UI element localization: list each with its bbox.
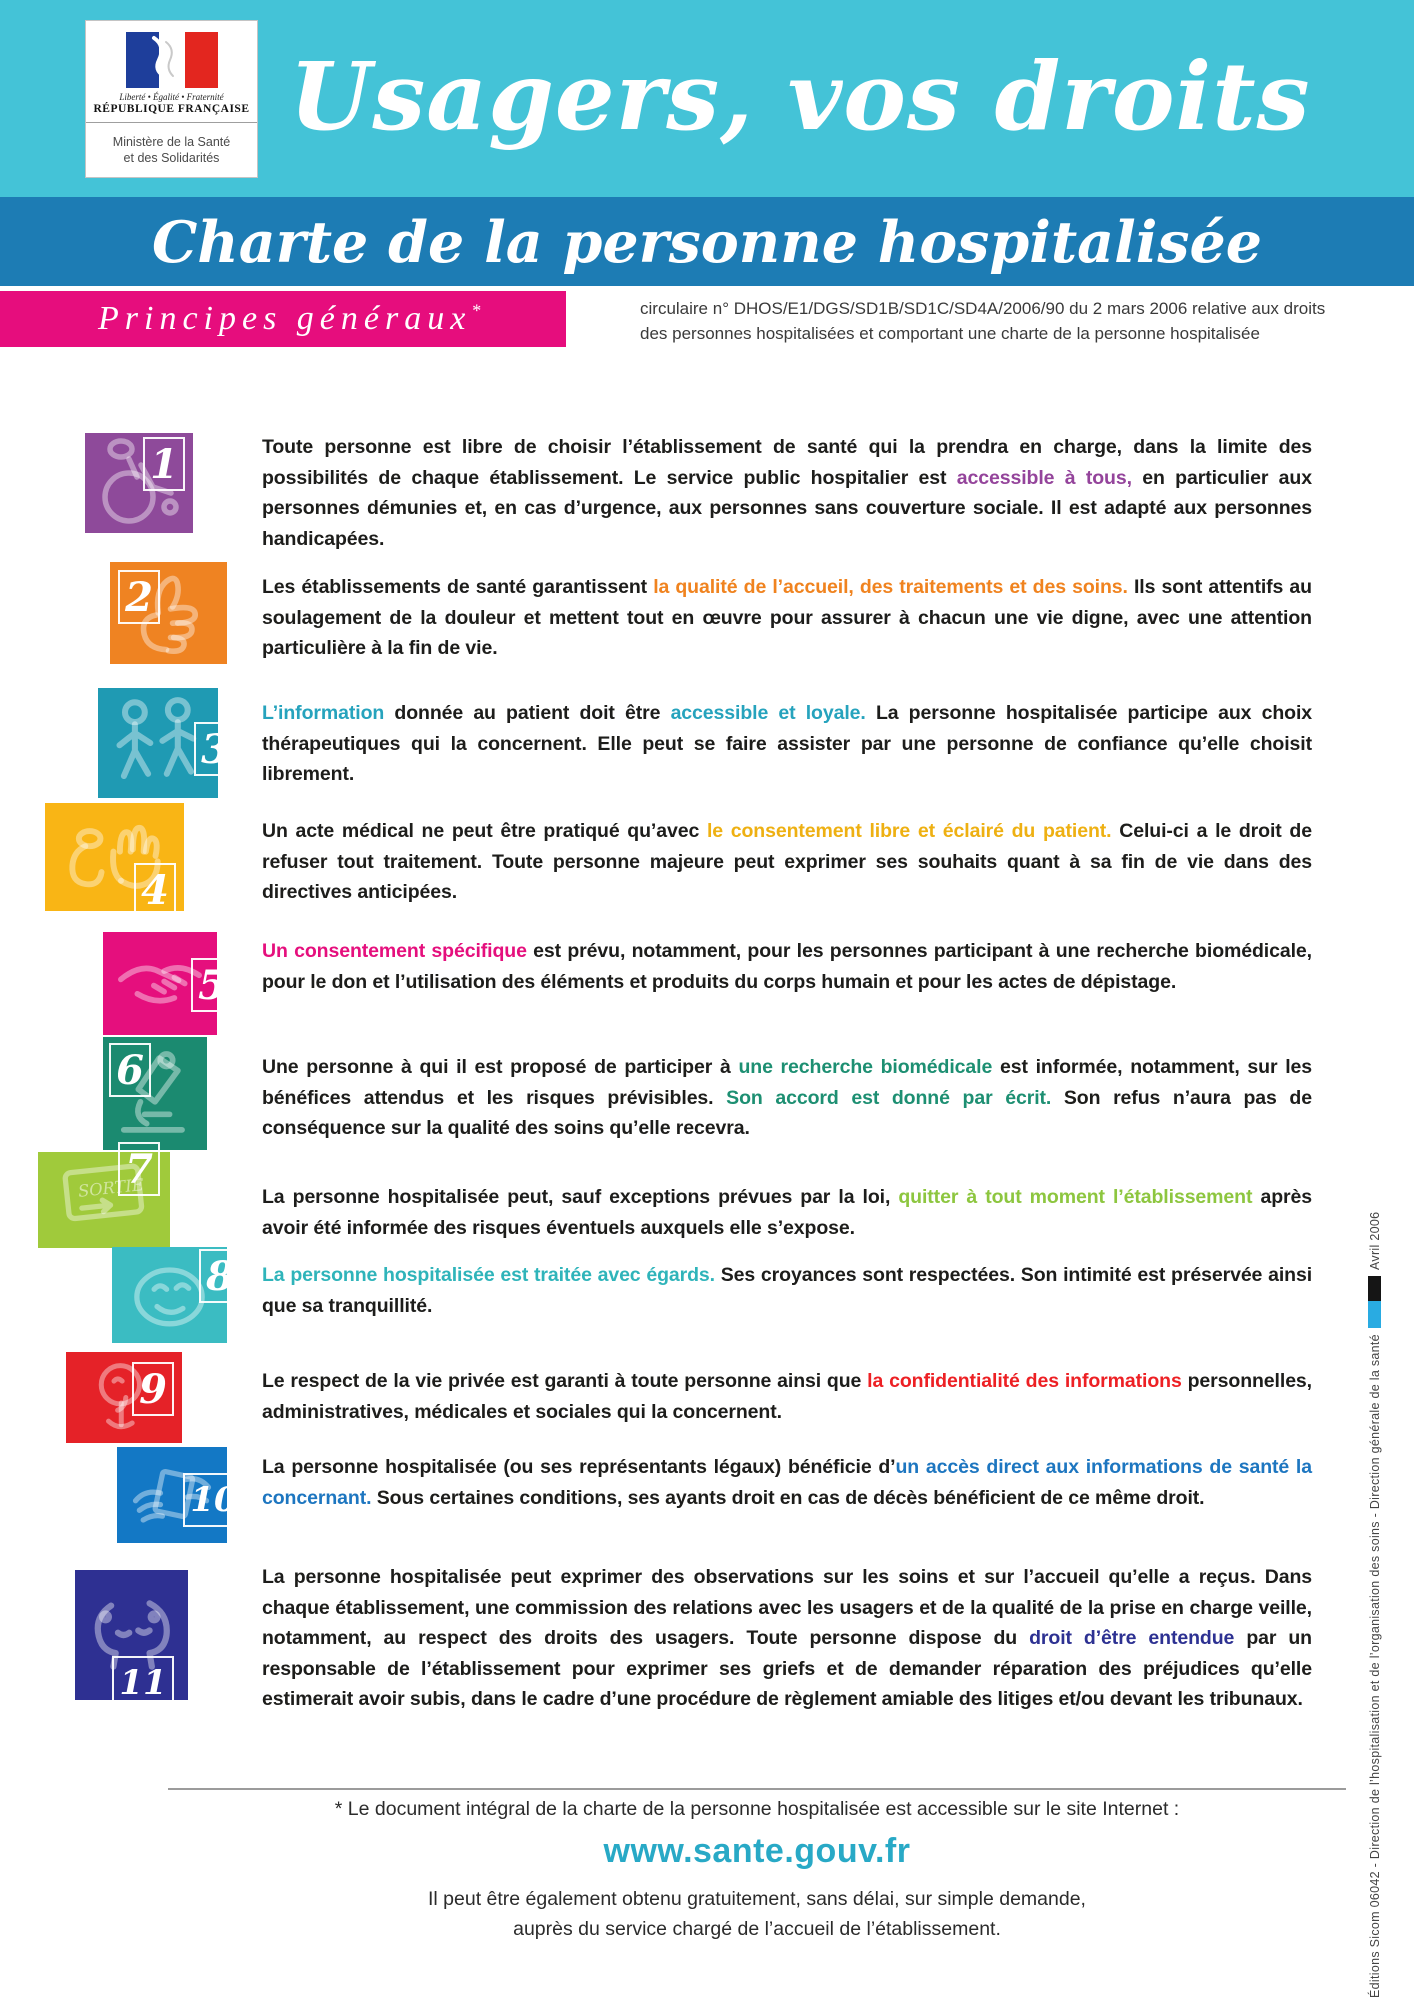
logo-motto: Liberté • Égalité • Fraternité [119, 92, 224, 102]
item-number-2: 2 [118, 570, 160, 624]
circulaire-line2: des personnes hospitalisées et comportant une charte de la personne hospitalisée [640, 324, 1260, 343]
item-6-text [262, 1052, 1312, 1144]
item-number-3: 3 [194, 722, 236, 776]
item-11-icon-square [75, 1570, 188, 1703]
body-text: Un acte médical ne peut être pratiqué qu’avec [262, 820, 707, 842]
french-flag-icon [126, 32, 218, 88]
logo-republic: RÉPUBLIQUE FRANÇAISE [93, 103, 250, 115]
item-4-icon-square [45, 803, 184, 914]
item-number-4: 4 [134, 863, 176, 917]
svg-text:SORTIE: SORTIE [77, 1175, 145, 1201]
body-text: est prévu, notamment, pour les personnes participant à une recherche biomédicale, pour le don et l’utilisation des éléments et produits du corps humain et pour les actes de dépistage. [262, 940, 1312, 993]
body-text: Une personne à qui il est proposé de participer à [262, 1056, 739, 1078]
item-7-icon-square [38, 1145, 170, 1248]
highlight-text: un accès direct aux informations de santé la concernant. [262, 1456, 1312, 1509]
item-7-text [262, 1182, 1312, 1243]
highlight-text: Son accord est donné par écrit. [726, 1086, 1052, 1109]
item-11-text [262, 1562, 1312, 1715]
body-text: est informée, notamment, sur les bénéfices attendus et les risques prévisibles. [262, 1056, 1313, 1109]
item-8-text [262, 1260, 1312, 1321]
highlight-text: le consentement libre et éclairé du patient. [706, 820, 1112, 842]
item-number-7: 7 [118, 1142, 160, 1196]
parimage-logo-icon [1369, 1276, 1382, 1328]
kicker-text: Principes généraux [98, 300, 472, 337]
item-10-text [262, 1452, 1312, 1513]
body-text: Toute personne est libre de choisir l’établissement de santé qui la prendra en charge, dans la limite des possibilités de chaque établissement. Le service public hospitalier est [262, 436, 1312, 489]
body-text: Son refus n’aura pas de conséquence sur la qualité des soins qu’elle recevra. [262, 1086, 1312, 1139]
footer-obtain-line2: auprès du service chargé de l’accueil de l’établissement. [513, 1918, 1001, 1940]
item-number-8: 8 [199, 1249, 241, 1303]
body-text: Ils sont attentifs au soulagement de la douleur et mettent tout en œuvre pour assurer à chacun une vie digne, avec une attention particulière à la fin de vie. [262, 576, 1312, 659]
ministry-line1: Ministère de la Santé [112, 135, 231, 149]
ministry-line2: et des Solidarités [123, 151, 220, 165]
website-url: www.sante.gouv.fr [603, 1832, 911, 1870]
body-text: Ses croyances sont respectées. Son intimité est préservée ainsi que sa tranquillité. [262, 1264, 1313, 1317]
body-text: Sous certaines conditions, ses ayants droit en cas de décès bénéficient de ce même droit. [371, 1486, 1205, 1509]
body-text: Le respect de la vie privée est garanti à toute personne ainsi que [262, 1370, 868, 1392]
item-2-text [262, 572, 1312, 664]
highlight-text: la qualité de l’accueil, des traitements et des soins. [653, 576, 1128, 598]
highlight-text: droit d’être entendue [1029, 1627, 1235, 1649]
highlight-text: Un consentement spécifique [262, 940, 527, 962]
circulaire-reference [640, 296, 1340, 346]
item-number-5: 5 [191, 958, 233, 1012]
body-text: par un responsable de l’établissement pour exprimer ses griefs et de demander réparation des préjudices qu’elle estimerait avoir subis, dans le cadre d’une procédure de règlement amiable des litiges et/ou devant les tribunaux. [262, 1627, 1312, 1710]
credits-date: Avril 2006 [1368, 1211, 1382, 1271]
item-number-1: 1 [143, 437, 185, 491]
item-number-10: 10 [183, 1473, 245, 1527]
item-4-text [262, 816, 1312, 908]
highlight-text: une recherche biomédicale [738, 1056, 993, 1078]
body-text: Celui-ci a le droit de refuser tout traitement. Toute personne majeure peut exprimer ses souhaits quant à sa fin de vie dans des directives anticipées. [262, 820, 1312, 903]
body-text: Les établissements de santé garantissent [262, 576, 654, 598]
highlight-text: accessible à tous, [956, 466, 1132, 489]
body-text: donnée au patient doit être [384, 702, 671, 724]
kicker [98, 300, 480, 338]
header-blue-band [0, 197, 1414, 286]
highlight-text: la confidentialité des informations [867, 1370, 1182, 1392]
footer-note: * Le document intégral de la charte de la personne hospitalisée est accessible sur le site Internet : [334, 1798, 1180, 1820]
poster-subtitle: Charte de la personne hospitalisée [151, 209, 1263, 276]
item-6-icon-square [103, 1037, 207, 1150]
item-1-icon-square [85, 433, 193, 533]
circulaire-line1: circulaire n° DHOS/E1/DGS/SD1B/SD1C/SD4A/2006/90 du 2 mars 2006 relative aux droits [640, 299, 1326, 318]
body-text: La personne hospitalisée (ou ses représentants légaux) bénéficie d’ [262, 1456, 896, 1478]
edition-credits [1358, 1170, 1392, 1998]
ministry-name [113, 134, 230, 166]
item-5-text [262, 936, 1312, 997]
item-9-text [262, 1366, 1312, 1427]
item-3-text [262, 698, 1312, 790]
item-number-6: 6 [109, 1043, 151, 1097]
body-text: La personne hospitalisée peut, sauf exceptions prévues par la loi, [262, 1186, 899, 1208]
header-magenta-band [0, 291, 566, 347]
body-text: personnelles, administratives, médicales et sociales qui la concernent. [262, 1370, 1312, 1423]
body-text: en particulier aux personnes démunies et, en cas d’urgence, aux personnes sans couverture sociale. Il est adapté aux personnes handicapées. [262, 466, 1312, 550]
item-10-icon-square [117, 1447, 238, 1543]
item-5-icon-square [103, 932, 226, 1035]
item-1-text [262, 432, 1312, 554]
body-text: après avoir été informée des risques éventuels auxquels elle s’expose. [262, 1186, 1312, 1239]
highlight-text: accessible et loyale. [670, 702, 866, 724]
highlight-text: quitter à tout moment l’établissement [898, 1186, 1253, 1208]
footer-obtain-line1: Il peut être également obtenu gratuitement, sans délai, sur simple demande, [428, 1888, 1086, 1910]
highlight-text: La personne hospitalisée est traitée avec égards. [262, 1264, 715, 1286]
body-text: La personne hospitalisée peut exprimer des observations sur les soins et sur l’accueil qu’elle a reçus. Dans chaque établissement, une commission des relations avec les usagers et de la qualité de la prise en charge veille, notamment, au respect des droits des usagers. Toute personne dispose du [262, 1566, 1312, 1649]
ministry-logo [85, 20, 258, 178]
item-number-11: 11 [112, 1656, 174, 1710]
item-3-icon-square [98, 688, 229, 798]
kicker-asterisk: * [471, 300, 481, 321]
highlight-text: L’information [262, 702, 385, 724]
footer-divider [168, 1788, 1346, 1790]
item-8-icon-square [112, 1247, 234, 1343]
item-9-icon-square [66, 1352, 182, 1443]
logo-divider [86, 122, 257, 123]
poster-title: Usagers, vos droits [289, 42, 1311, 152]
footer-obtain [168, 1884, 1346, 1944]
item-2-icon-square [110, 562, 227, 664]
item-number-9: 9 [132, 1362, 174, 1416]
credits-text: Éditions Sicom 06042 - Direction de l’hospitalisation et de l’organisation des soins - Direction générale de la santé [1368, 1334, 1382, 1998]
body-text: La personne hospitalisée participe aux choix thérapeutiques qui la concernent. Elle peut se faire assister par une personne de confiance qu’elle choisit librement. [262, 702, 1313, 785]
